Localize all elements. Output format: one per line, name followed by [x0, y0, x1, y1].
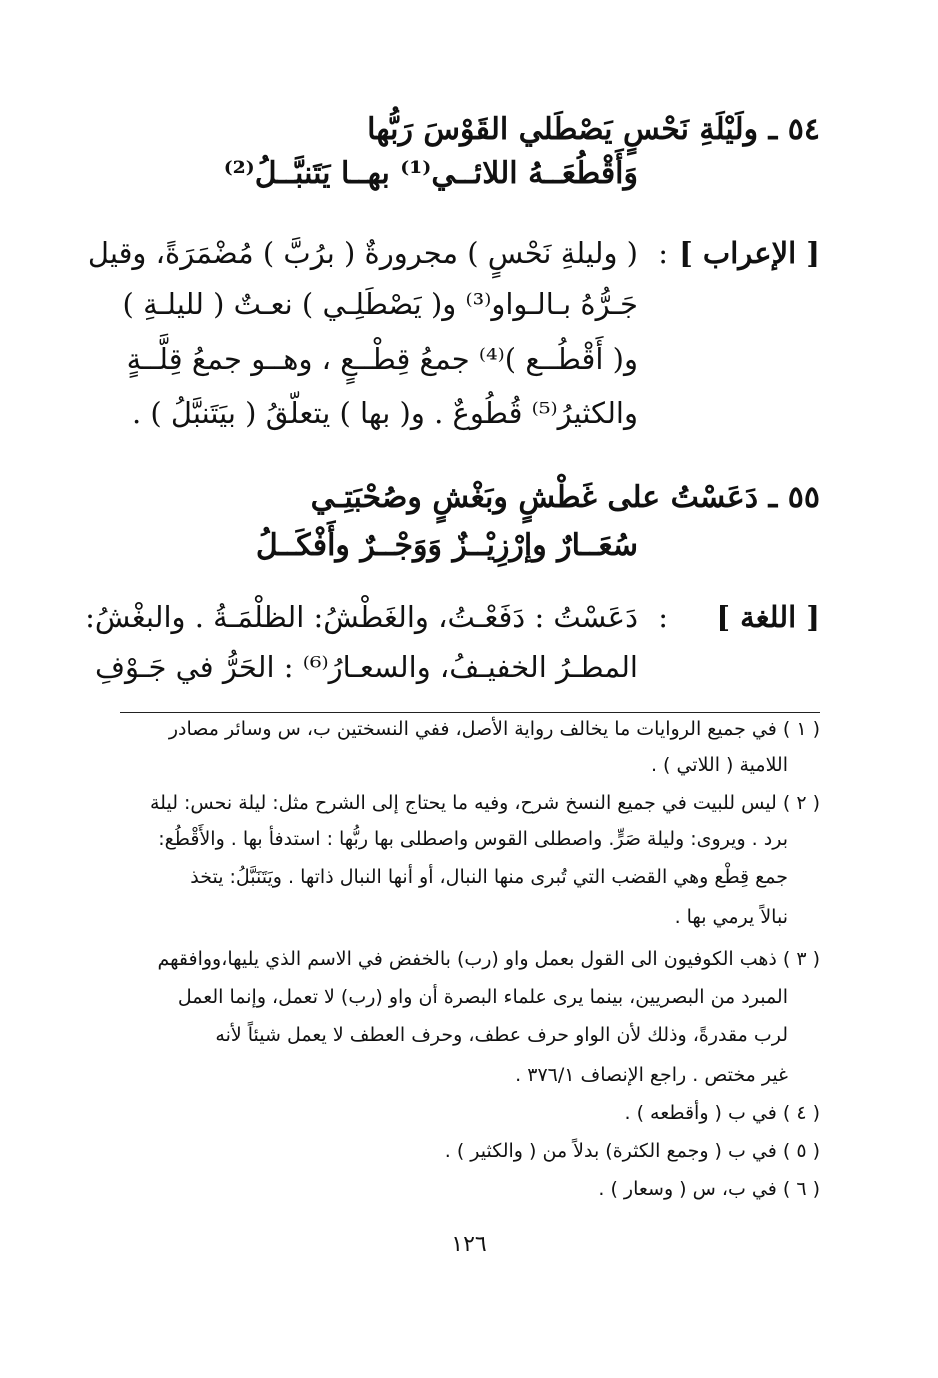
footnote-3-line-1: ( ٣ ) ذهب الكوفيون الى القول بعمل واو (رب) بالخفض في الاسم الذي يليها،ووافقهم: [157, 948, 820, 970]
irab-line-3: و( أَقْطُــع )⁽⁴⁾ جمعُ قِطْــعٍ ، وهــو جمعُ قِلَّــةٍ: [126, 342, 638, 376]
footnote-5: ( ٥ ) في ب ( وجمع الكثرة) بدلاً من ( والكثير ) .: [444, 1140, 820, 1162]
verse-55-line-1: ٥٥ ـ دَعَسْتُ على غَطْشٍ وبَغْشٍ وصُحْبَتِـي: [310, 480, 820, 515]
footnote-2-line-4: نبالاً يرمي بها .: [674, 906, 788, 928]
verse-54-line-1: ٥٤ ـ ولَيْلَةِ نَحْسٍ يَصْطَلي القَوْسَ رَبُّها: [367, 112, 820, 147]
irab-label: [ الإعراب ]: [679, 236, 820, 270]
footnote-2-line-3: جمع قِطْع وهي القضب التي تُبرى منها النبال، أو أنها النبال ذاتها . ويَتَنَبَّلُ: يتخذ: [190, 866, 788, 888]
page-number: ١٢٦: [451, 1232, 487, 1257]
lugha-separator: :: [658, 600, 668, 634]
footnote-3-line-4: غير مختص . راجع الإنصاف ٣٧٦/١ .: [515, 1064, 788, 1086]
footnote-3-line-2: المبرد من البصريين، بينما يرى علماء البصرة أن واو (رب) لا تعمل، وإنما العمل: [177, 986, 788, 1008]
irab-line-4: والكثيرُ⁽⁵⁾ قُطُوعٌ . و( بها ) يتعلّقُ ( بيَتَنبَّلُ ) .: [131, 396, 638, 430]
verse-55-line-2: سُعَــارٌ وإرْزِيْــزٌ وَوَجْــرٌ وأَفْكَــلُ: [255, 528, 638, 563]
footnote-2-line-2: برد . ويروى: وليلة صَرٍّ. واصطلى القوس واصطلى بها ربُّها : استدفأ بها . والأَقْطُع:: [158, 828, 788, 850]
verse-54-line-2: وَأَقْطُعَــهُ اللائــي⁽¹⁾ بهــا يَتَنبَّــلُ⁽²⁾: [223, 156, 638, 191]
footnote-6: ( ٦ ) في ب، س ( وسعار ) .: [598, 1178, 820, 1200]
footnote-divider: [120, 712, 820, 713]
footnote-3-line-3: لرب مقدرةً، وذلك لأن الواو حرف عطف، وحرف العطف لا يعمل شيئاً لأنه: [215, 1024, 788, 1046]
lugha-line-1: دَعَسْتُ : دَفَعْـتُ، والغَطْشُ: الظلْمَـةُ . والبغْشُ:: [85, 600, 638, 634]
footnote-4: ( ٤ ) في ب ( وأقطعه ) .: [624, 1102, 820, 1124]
irab-line-1: ( وليلةِ نَحْسٍ ) مجرورةٌ ( برُبَّ ) مُضْمَرَةً، وقيل: [87, 236, 638, 270]
footnote-1-line-2: اللامية ( اللاتي ) .: [650, 754, 788, 776]
footnote-2-line-1: ( ٢ ) ليس للبيت في جميع النسخ شرح، وفيه ما يحتاج إلى الشرح مثل: ليلة نحس: ليلة: [149, 792, 820, 814]
irab-separator: :: [658, 236, 668, 270]
footnote-1-line-1: ( ١ ) في جميع الروايات ما يخالف رواية الأصل، ففي النسختين ب، س وسائر مصادر: [168, 718, 820, 740]
lugha-label: [ اللغة ]: [716, 600, 820, 634]
irab-line-2: جَـرُّهُ بـالـواو⁽³⁾ و( يَصْطَلِـي ) نعـتٌ ( لليلـةِ ): [122, 287, 638, 321]
lugha-line-2: المطـرُ الخفيـفُ، والسعـارُ⁽⁶⁾ : الحَرُّ في جَـوْفِ: [94, 650, 638, 684]
